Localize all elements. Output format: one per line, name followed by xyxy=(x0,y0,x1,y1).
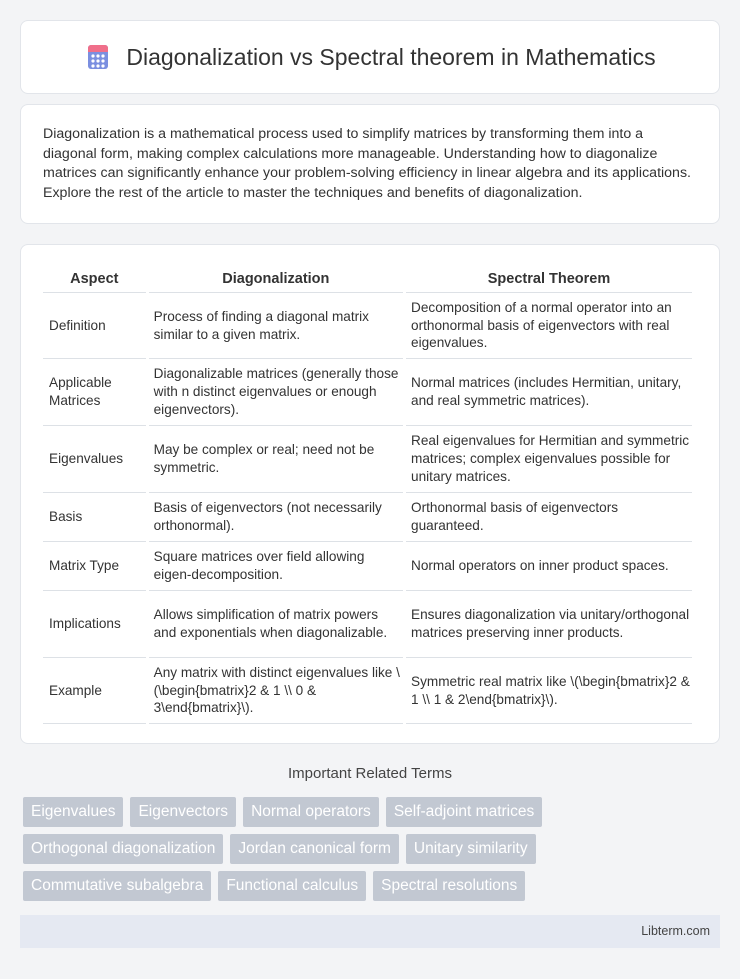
cell-diagonalization: Process of finding a diagonal matrix similar to a given matrix. xyxy=(149,293,403,359)
comparison-card xyxy=(20,244,720,744)
tag-normal-operators[interactable]: Normal operators xyxy=(243,797,379,827)
header-card xyxy=(20,20,720,94)
cell-spectral: Normal operators on inner product spaces. xyxy=(406,542,692,591)
cell-diagonalization: Any matrix with distinct eigenvalues like \(\begin{bmatrix}2 & 1 \\ 0 & 3\end{bmatrix}\). xyxy=(149,658,403,724)
tag-eigenvectors[interactable]: Eigenvectors xyxy=(130,797,236,827)
cell-aspect: Matrix Type xyxy=(43,542,146,591)
table-row xyxy=(43,591,692,658)
table-row xyxy=(43,359,692,426)
cell-aspect: Definition xyxy=(43,293,146,359)
cell-diagonalization: Square matrices over field allowing eigen-decomposition. xyxy=(149,542,403,591)
related-terms-list xyxy=(23,797,723,901)
table-row xyxy=(43,658,692,724)
cell-aspect: Eigenvalues xyxy=(43,426,146,493)
table-row xyxy=(43,293,692,359)
related-terms-title: Important Related Terms xyxy=(288,765,452,782)
cell-diagonalization: Allows simplification of matrix powers and exponentials when diagonalizable. xyxy=(149,591,403,658)
tag-unitary-similarity[interactable]: Unitary similarity xyxy=(406,834,536,864)
cell-spectral: Symmetric real matrix like \(\begin{bmatrix}2 & 1 \\ 1 & 2\end{bmatrix}\). xyxy=(406,658,692,724)
cell-spectral: Decomposition of a normal operator into an orthonormal basis of eigenvectors with real eigenvalues. xyxy=(406,293,692,359)
tag-commutative-subalgebra[interactable]: Commutative subalgebra xyxy=(23,871,211,901)
table-row xyxy=(43,493,692,542)
cell-spectral: Ensures diagonalization via unitary/orthogonal matrices preserving inner products. xyxy=(406,591,692,658)
footer-site-link[interactable]: Libterm.com xyxy=(641,924,710,938)
header-spectral-theorem: Spectral Theorem xyxy=(406,265,692,293)
intro-card xyxy=(20,104,720,224)
cell-spectral: Orthonormal basis of eigenvectors guaranteed. xyxy=(406,493,692,542)
footer xyxy=(20,915,720,948)
header-aspect: Aspect xyxy=(43,265,146,293)
comparison-table xyxy=(40,265,695,724)
page-title: Diagonalization vs Spectral theorem in Mathematics xyxy=(126,43,656,70)
calculator-icon xyxy=(84,43,112,71)
cell-aspect: Example xyxy=(43,658,146,724)
tag-eigenvalues[interactable]: Eigenvalues xyxy=(23,797,123,827)
cell-aspect: Basis xyxy=(43,493,146,542)
cell-diagonalization: Diagonalizable matrices (generally those with n distinct eigenvalues or enough eigenvectors). xyxy=(149,359,403,426)
cell-diagonalization: Basis of eigenvectors (not necessarily orthonormal). xyxy=(149,493,403,542)
header-inner xyxy=(84,43,655,71)
cell-spectral: Normal matrices (includes Hermitian, unitary, and real symmetric matrices). xyxy=(406,359,692,426)
tag-orthogonal-diagonalization[interactable]: Orthogonal diagonalization xyxy=(23,834,223,864)
cell-aspect: Applicable Matrices xyxy=(43,359,146,426)
table-row xyxy=(43,542,692,591)
intro-paragraph: Diagonalization is a mathematical process used to simplify matrices by transforming them into a diagonal form, making complex calculations more manageable. Understanding how to diagonalize matrices can significantly enhance your problem-solving efficiency in linear algebra and its applications. Explore the rest of the article to master the techniques and benefits of diagonalization. xyxy=(43,126,691,201)
table-row xyxy=(43,426,692,493)
header-diagonalization: Diagonalization xyxy=(149,265,403,293)
cell-spectral: Real eigenvalues for Hermitian and symmetric matrices; complex eigenvalues possible for unitary matrices. xyxy=(406,426,692,493)
cell-aspect: Implications xyxy=(43,591,146,658)
cell-diagonalization: May be complex or real; need not be symmetric. xyxy=(149,426,403,493)
table-header-row xyxy=(43,265,692,293)
tag-functional-calculus[interactable]: Functional calculus xyxy=(218,871,366,901)
tag-spectral-resolutions[interactable]: Spectral resolutions xyxy=(373,871,525,901)
tag-jordan-canonical-form[interactable]: Jordan canonical form xyxy=(230,834,399,864)
tag-self-adjoint-matrices[interactable]: Self-adjoint matrices xyxy=(386,797,542,827)
